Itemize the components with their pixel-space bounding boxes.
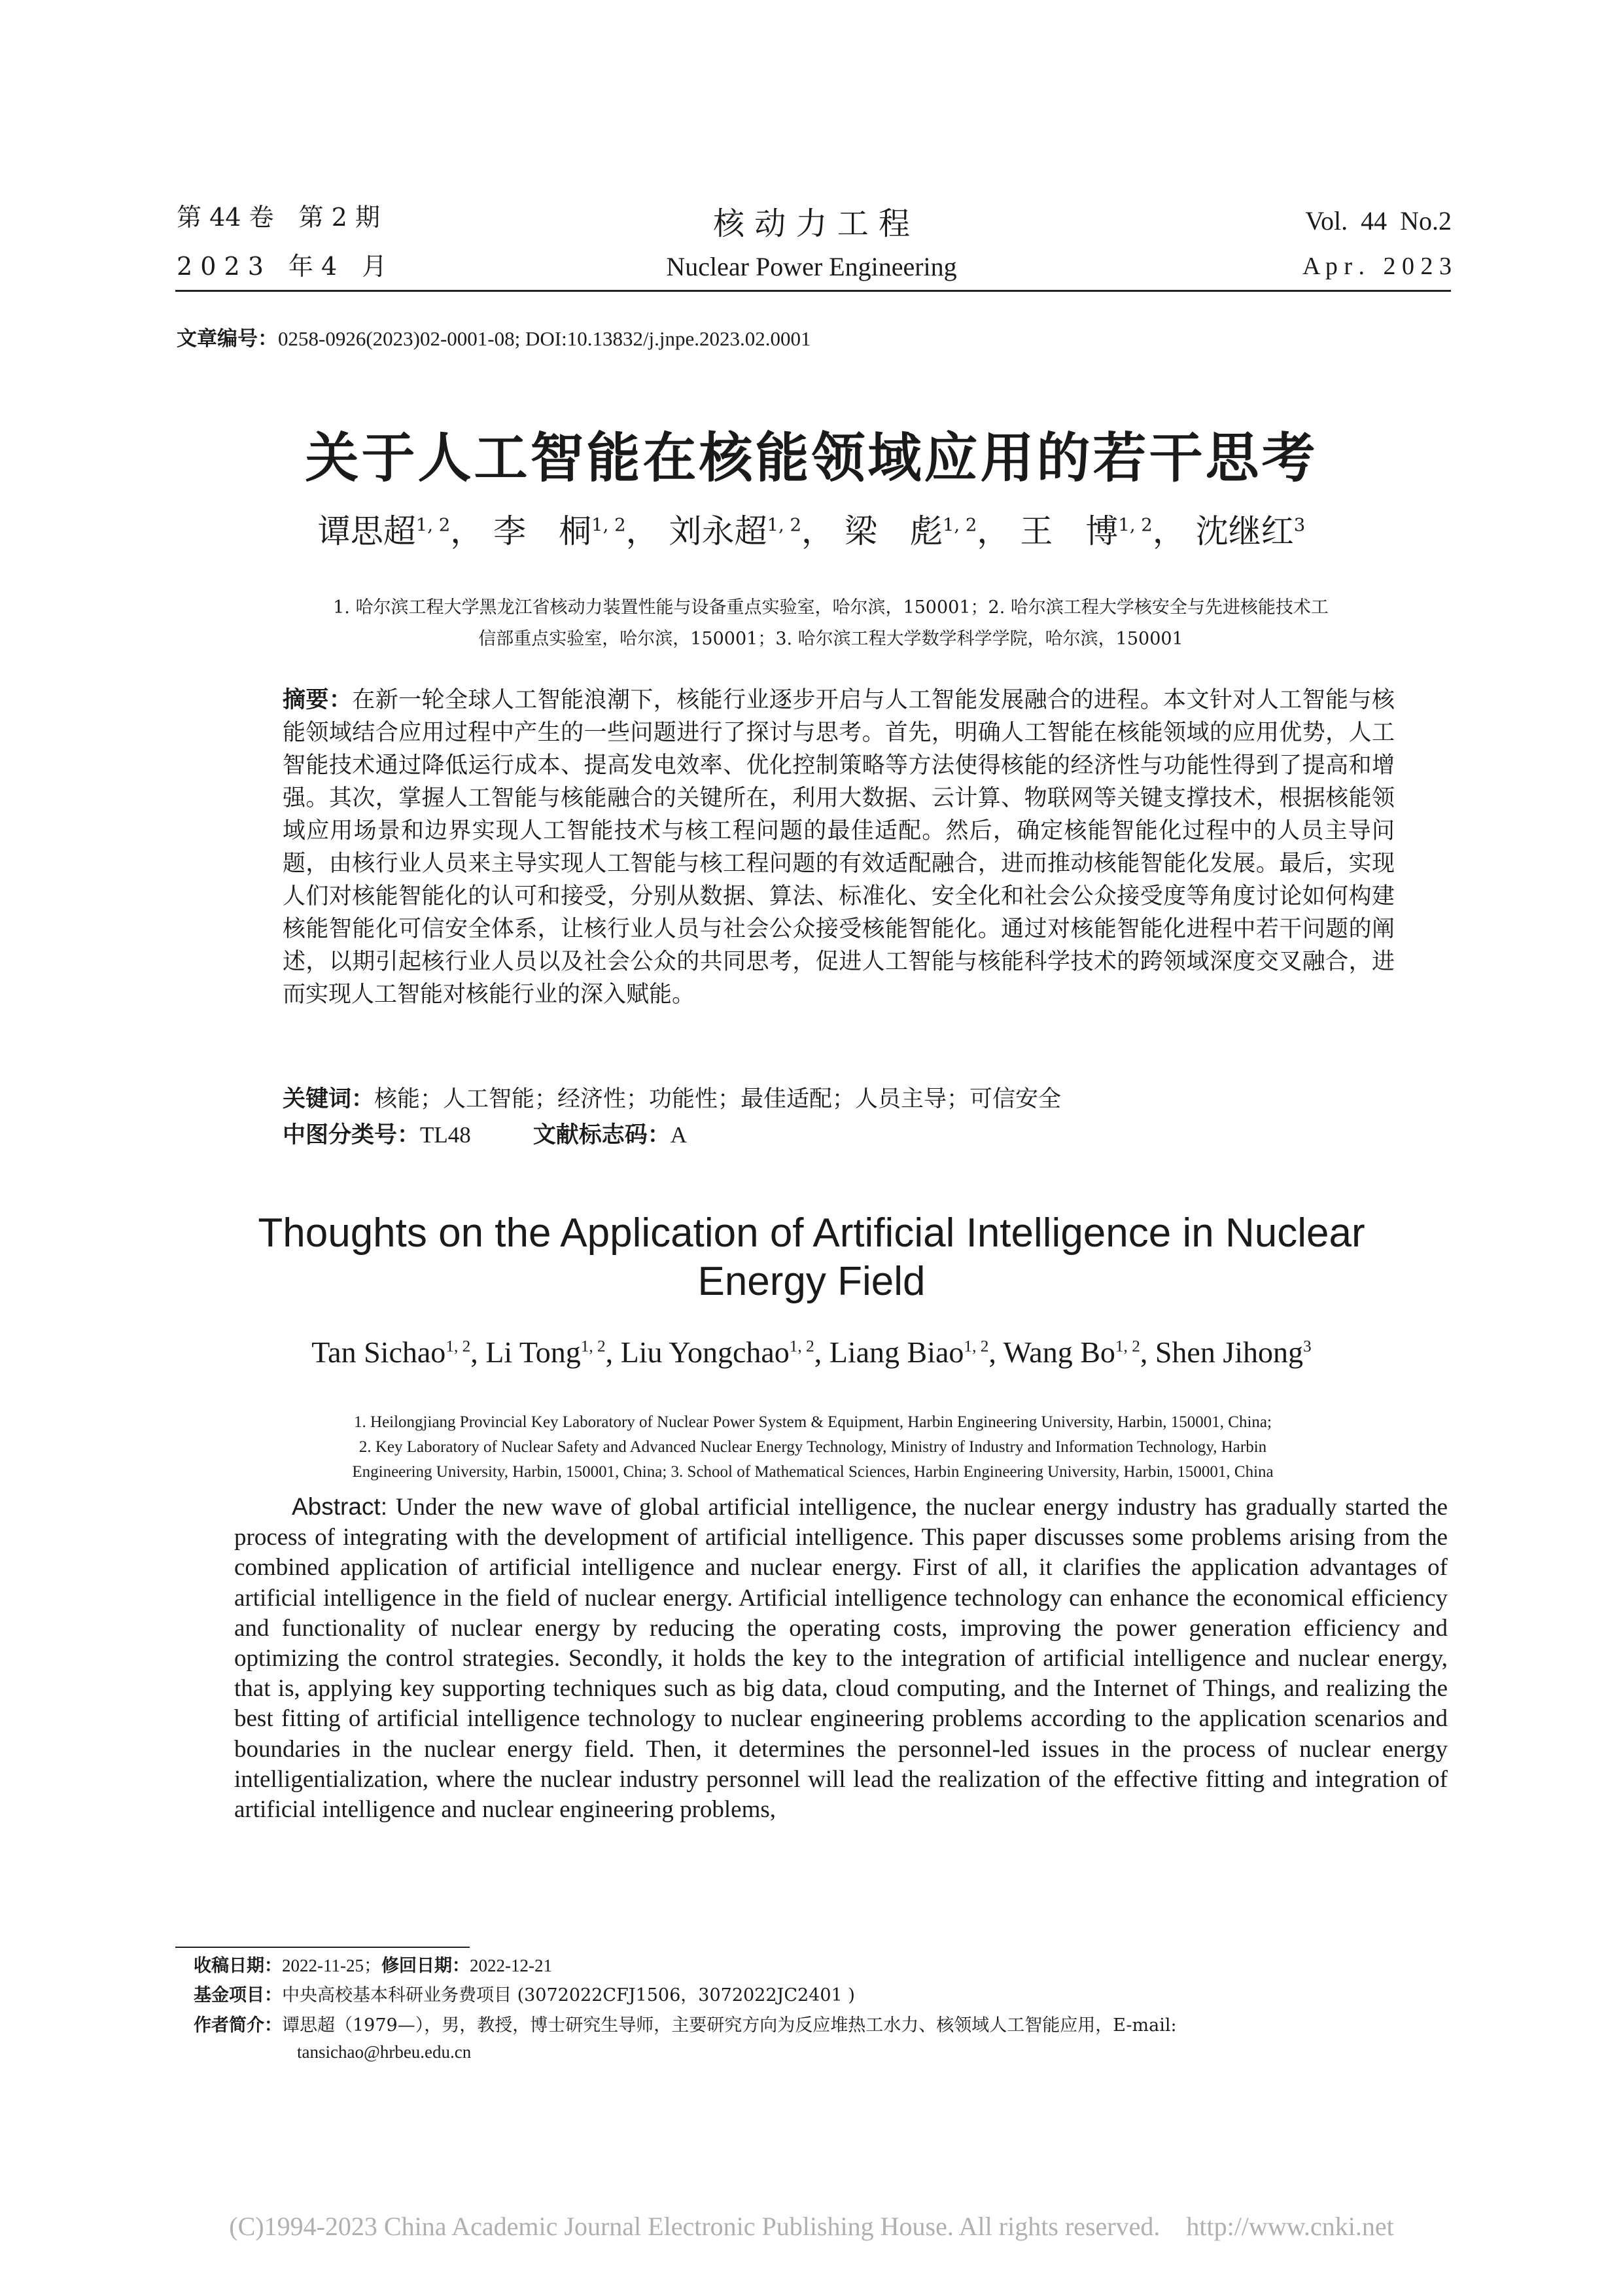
author-en: Liang Biao bbox=[829, 1335, 964, 1369]
fund-label: 基金项目： bbox=[194, 1985, 282, 2005]
keywords-cn-label: 关键词： bbox=[283, 1086, 375, 1112]
abstract-cn-label: 摘要： bbox=[283, 687, 353, 713]
footnote-fund bbox=[194, 1983, 855, 2009]
keywords-cn-value: 核能；人工智能；经济性；功能性；最佳适配；人员主导；可信安全 bbox=[374, 1086, 1062, 1112]
received-value: 2022-11-25； bbox=[282, 1956, 381, 1975]
author-cn: 沈继红 bbox=[1195, 512, 1294, 550]
received-label: 收稿日期： bbox=[194, 1956, 282, 1976]
affiliation-en-line: 2. Key Laboratory of Nuclear Safety and Advanced Nuclear Energy Technology, Ministry of Industry and Information Technology, Harbin bbox=[358, 1438, 1267, 1456]
affiliation-cn-line: 1. 哈尔滨工程大学黑龙江省核动力装置性能与设备重点实验室，哈尔滨，150001；2. 哈尔滨工程大学核安全与先进核能技术工 bbox=[333, 597, 1329, 618]
author-en: Li Tong bbox=[485, 1335, 581, 1369]
classification-cn bbox=[283, 1117, 687, 1150]
author-en-sup: 1, 2 bbox=[964, 1337, 989, 1356]
title-en-line: Thoughts on the Application of Artificial Intelligence in Nuclear bbox=[258, 1210, 1365, 1256]
header-journal-cn: 核 动 力 工 程 bbox=[712, 205, 911, 242]
abstract-en-text: Under the new wave of global artificial intelligence, the nuclear energy industry has gradually started the process of integrating with the development of artificial intelligence. This paper discusses some problems arising from the combined application of artificial intelligence and nuclear energy. First of all, it clarifies the application advantages of artificial intelligence in the field of nuclear energy. Artificial intelligence technology can enhance the economical efficiency and functionality of nuclear energy by reducing the operating costs, improving the power generation efficiency and optimizing the control strategies. Secondly, it holds the key to the integration of artificial intelligence and nuclear energy, that is, applying key supporting techniques such as big data, cloud computing, and the Internet of Things, and realizing the best fitting of artificial intelligence technology to nuclear engineering problems according to the application scenarios and boundaries in the nuclear energy field. Then, it determines the personnel-led issues in the process of nuclear energy intelligentialization, where the nuclear industry personnel will lead the realization of the effective fitting and integration of artificial intelligence and nuclear engineering problems, bbox=[234, 1494, 1448, 1824]
author-cn-sup: 3 bbox=[1293, 514, 1306, 536]
fund-value: 中央高校基本科研业务费项目 (3072022CFJ1506，3072022JC2401 ) bbox=[282, 1985, 855, 2005]
article-number bbox=[177, 322, 811, 351]
article-number-value: 0258-0926(2023)02-0001-08; DOI:10.13832/j.jnpe.2023.02.0001 bbox=[278, 327, 811, 350]
author-cn: 王 博 bbox=[1020, 512, 1119, 550]
abstract-en bbox=[234, 1492, 1448, 1825]
affiliation-en-line: 1. Heilongjiang Provincial Key Laboratory of Nuclear Power System & Equipment, Harbin Engineering University, Harbin, 150001, China; bbox=[354, 1413, 1272, 1431]
author-en-sup: 1, 2 bbox=[1115, 1337, 1140, 1356]
author-cn: 李 桐 bbox=[493, 512, 592, 550]
author-en-sup: 1, 2 bbox=[445, 1337, 471, 1356]
header-vol-en: Vol. 44 No.2 bbox=[1305, 206, 1452, 236]
keywords-cn bbox=[283, 1081, 1061, 1114]
author-cn-sup: 1, 2 bbox=[415, 514, 451, 536]
author-cn-sup: 1, 2 bbox=[767, 514, 802, 536]
article-number-label: 文章编号： bbox=[177, 327, 278, 351]
author-bio-value: 谭思超（1979—），男，教授，博士研究生导师，主要研究方向为反应堆热工水力、核领域人工智能应用，E-mail: bbox=[282, 2015, 1177, 2036]
author-email[interactable]: tansichao@hrbeu.edu.cn bbox=[297, 2042, 472, 2062]
abstract-cn-text: 在新一轮全球人工智能浪潮下，核能行业逐步开启与人工智能发展融合的进程。本文针对人工智能与核能领域结合应用过程中产生的一些问题进行了探讨与思考。首先，明确人工智能在核能领域的应用优势，人工智能技术通过降低运行成本、提高发电效率、优化控制策略等方法使得核能的经济性与功能性得到了提高和增强。其次，掌握人工智能与核能融合的关键所在，利用大数据、云计算、物联网等关键支撑技术，根据核能领域应用场景和边界实现人工智能技术与核工程问题的最佳适配。然后，确定核能智能化过程中的人员主导问题，由核行业人员来主导实现人工智能与核工程问题的有效适配融合，进而推动核能智能化发展。最后，实现人们对核能智能化的认可和接受，分别从数据、算法、标准化、安全化和社会公众接受度等角度讨论如何构建核能智能化可信安全体系，让核行业人员与社会公众接受核能智能化。通过对核能智能化进程中若干问题的阐述，以期引起核行业人员以及社会公众的共同思考，促进人工智能与核能科学技术的跨领域深度交叉融合，进而实现人工智能对核能行业的深入赋能。 bbox=[283, 687, 1395, 1008]
affiliations-cn bbox=[249, 592, 1413, 655]
title-en bbox=[131, 1209, 1492, 1306]
author-en: Wang Bo bbox=[1003, 1335, 1115, 1369]
revised-value: 2022-12-21 bbox=[469, 1956, 552, 1975]
affiliation-cn-line: 信部重点实验室，哈尔滨，150001；3. 哈尔滨工程大学数学科学学院，哈尔滨，150001 bbox=[478, 629, 1183, 649]
author-en: Liu Yongchao bbox=[620, 1335, 790, 1369]
authors-en: Tan Sichao$^{1, 2}$, Li Tong$^{1, 2}$, Liu Yongchao$^{1, 2}$, Liang Biao$^{1, 2}$, Wang Bo$^{1, 2}$, Shen Jihong$^3$ bbox=[311, 1335, 1312, 1369]
author-en-sup: 1, 2 bbox=[789, 1337, 814, 1356]
header-rule bbox=[175, 290, 1451, 292]
author-en-sup: 3 bbox=[1303, 1337, 1312, 1356]
copyright-notice: (C)1994-2023 China Academic Journal Electronic Publishing House. All rights reserved. http://www.cnki.net bbox=[229, 2212, 1394, 2241]
author-cn-sup: 1, 2 bbox=[591, 514, 626, 536]
author-en: Shen Jihong bbox=[1155, 1335, 1304, 1369]
doc-code-value: A bbox=[670, 1122, 688, 1148]
header-date-cn: 2 0 2 3 年 4 月 bbox=[177, 252, 387, 281]
abstract-cn bbox=[283, 684, 1395, 1011]
abstract-en-label: Abstract: bbox=[292, 1493, 387, 1520]
header-journal-en: Nuclear Power Engineering bbox=[666, 252, 957, 281]
footnote-dates bbox=[194, 1952, 552, 1979]
author-en: Tan Sichao bbox=[311, 1335, 446, 1369]
footnote-rule bbox=[175, 1947, 470, 1948]
footnote-author bbox=[194, 2013, 1456, 2065]
header-date-en: A p r . 2 0 2 3 bbox=[1302, 253, 1452, 280]
authors-cn: 谭思超$^{1, 2}$， 李 桐$^{1, 2}$， 刘永超$^{1, 2}$， 梁 彪$^{1, 2}$， 王 博$^{1, 2}$， 沈继红$^3$ bbox=[317, 512, 1306, 550]
author-cn: 刘永超 bbox=[669, 512, 767, 550]
author-cn-sup: 1, 2 bbox=[1118, 514, 1153, 536]
affiliation-en-line: Engineering University, Harbin, 150001, China; 3. School of Mathematical Sciences, Harbin Engineering University, Harbin, 150001, China bbox=[352, 1463, 1274, 1481]
author-cn: 梁 彪 bbox=[844, 512, 943, 550]
classification-value: TL48 bbox=[420, 1122, 471, 1148]
doc-code-label: 文献标志码： bbox=[532, 1122, 671, 1148]
classification-label: 中图分类号： bbox=[283, 1122, 421, 1148]
revised-label: 修回日期： bbox=[381, 1956, 470, 1976]
header-volume-issue: 第 44 卷 第 2 期 bbox=[177, 203, 380, 232]
author-bio-label: 作者简介： bbox=[194, 2015, 282, 2036]
author-en-sup: 1, 2 bbox=[580, 1337, 606, 1356]
title-en-line: Energy Field bbox=[697, 1259, 926, 1304]
affiliations-en bbox=[196, 1410, 1429, 1485]
author-cn-sup: 1, 2 bbox=[942, 514, 977, 536]
title-cn: 关于人工智能在核能领域应用的若干思考 bbox=[305, 427, 1318, 489]
author-cn: 谭思超 bbox=[317, 512, 416, 550]
